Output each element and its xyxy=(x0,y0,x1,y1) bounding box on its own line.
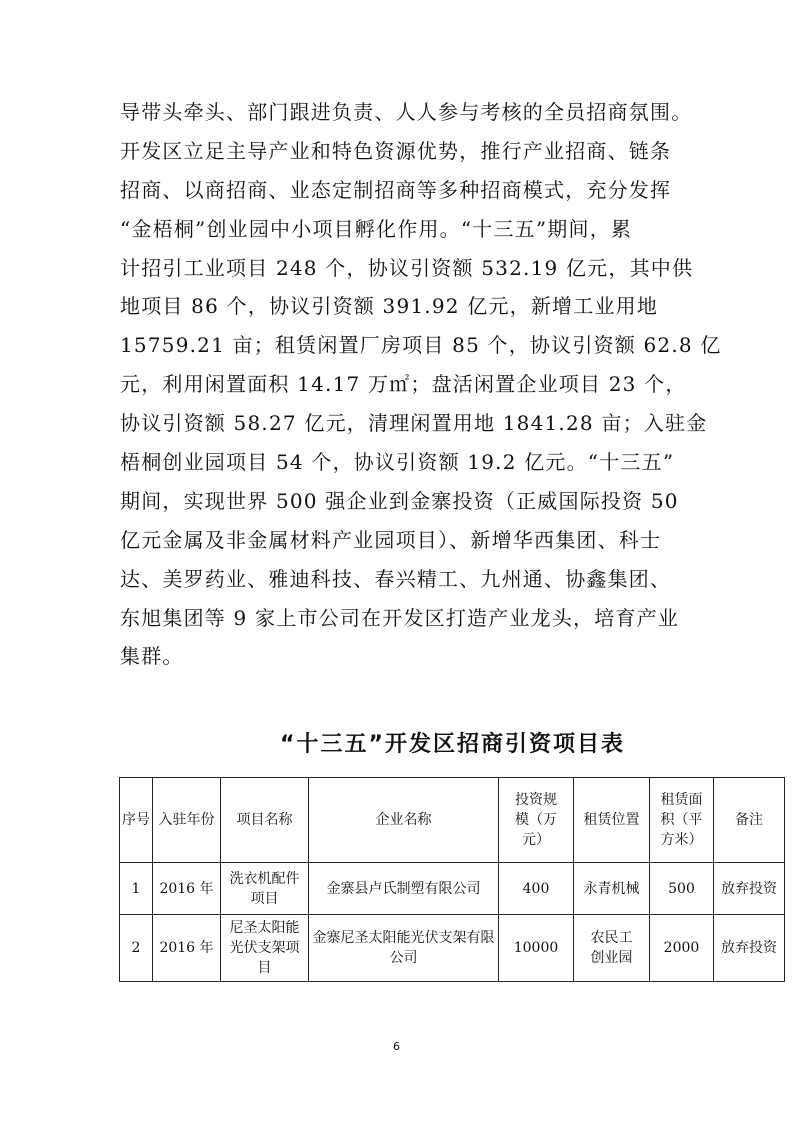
table-row xyxy=(120,863,785,915)
paragraph-line: 期间，实现世界 500 强企业到金寨投资（正威国际投资 50 xyxy=(120,488,679,513)
header-project: 项目名称 xyxy=(221,778,309,863)
paragraph-line: 导带头牵头、部门跟进负责、人人参与考核的全员招商氛围。 xyxy=(120,100,693,124)
header-note: 备注 xyxy=(714,778,785,863)
cell-year: 2016 年 xyxy=(153,915,221,982)
paragraph-line: 招商、以商招商、业态定制招商等多种招商模式，充分发挥 xyxy=(120,177,672,202)
cell-company: 金寨尼圣太阳能光伏支架有限公司 xyxy=(309,915,499,982)
cell-index: 1 xyxy=(120,863,153,915)
cell-year: 2016 年 xyxy=(153,863,221,915)
paragraph-line: 达、美罗药业、雅迪科技、春兴精工、九州通、协鑫集团、 xyxy=(120,566,672,591)
cell-company: 金寨县卢氏制塑有限公司 xyxy=(309,863,499,915)
paragraph-line: “金梧桐”创业园中小项目孵化作用。“十三五”期间，累 xyxy=(120,216,633,241)
cell-investment: 400 xyxy=(499,863,574,915)
table-title: “十三五”开发区招商引资项目表 xyxy=(280,732,625,757)
cell-location: 农民工创业园 xyxy=(574,915,650,982)
cell-index: 2 xyxy=(120,915,153,982)
header-area: 租赁面积（平方米） xyxy=(650,778,714,863)
paragraph-line: 东旭集团等 9 家上市公司在开发区打造产业龙头，培育产业 xyxy=(120,605,680,630)
header-index: 序号 xyxy=(120,778,153,863)
paragraph-line: 计招引工业项目 248 个，协议引资额 532.19 亿元，其中供 xyxy=(120,255,694,280)
table-row xyxy=(120,915,785,982)
investment-projects-table xyxy=(119,777,785,982)
header-location: 租赁位置 xyxy=(574,778,650,863)
page-number: 6 xyxy=(393,1040,400,1053)
paragraph-line: 梧桐创业园项目 54 个，协议引资额 19.2 亿元。“十三五” xyxy=(120,450,675,475)
paragraph-line: 集群。 xyxy=(120,644,184,669)
header-company: 企业名称 xyxy=(309,778,499,863)
paragraph-line: 开发区立足主导产业和特色资源优势，推行产业招商、链条 xyxy=(120,138,672,163)
header-year: 入驻年份 xyxy=(153,778,221,863)
cell-investment: 10000 xyxy=(499,915,574,982)
cell-location: 永青机械 xyxy=(574,863,650,915)
cell-project: 洗衣机配件项目 xyxy=(221,863,309,915)
header-investment: 投资规模（万元） xyxy=(499,778,574,863)
cell-area: 500 xyxy=(650,863,714,915)
cell-area: 2000 xyxy=(650,915,714,982)
cell-project: 尼圣太阳能光伏支架项目 xyxy=(221,915,309,982)
table-header-row xyxy=(120,778,785,863)
paragraph-line: 协议引资额 58.27 亿元，清理闲置用地 1841.28 亩；入驻金 xyxy=(120,411,708,436)
cell-note: 放弃投资 xyxy=(714,863,785,915)
body-paragraph xyxy=(120,93,722,676)
paragraph-line: 元，利用闲置面积 14.17 万㎡；盘活闲置企业项目 23 个， xyxy=(120,372,687,397)
cell-note: 放弃投资 xyxy=(714,915,785,982)
paragraph-line: 地项目 86 个，协议引资额 391.92 亿元，新增工业用地 xyxy=(120,294,659,319)
paragraph-line: 15759.21 亩；租赁闲置厂房项目 85 个，协议引资额 62.8 亿 xyxy=(120,333,722,358)
paragraph-line: 亿元金属及非金属材料产业园项目）、新增华西集团、科士 xyxy=(120,527,662,552)
